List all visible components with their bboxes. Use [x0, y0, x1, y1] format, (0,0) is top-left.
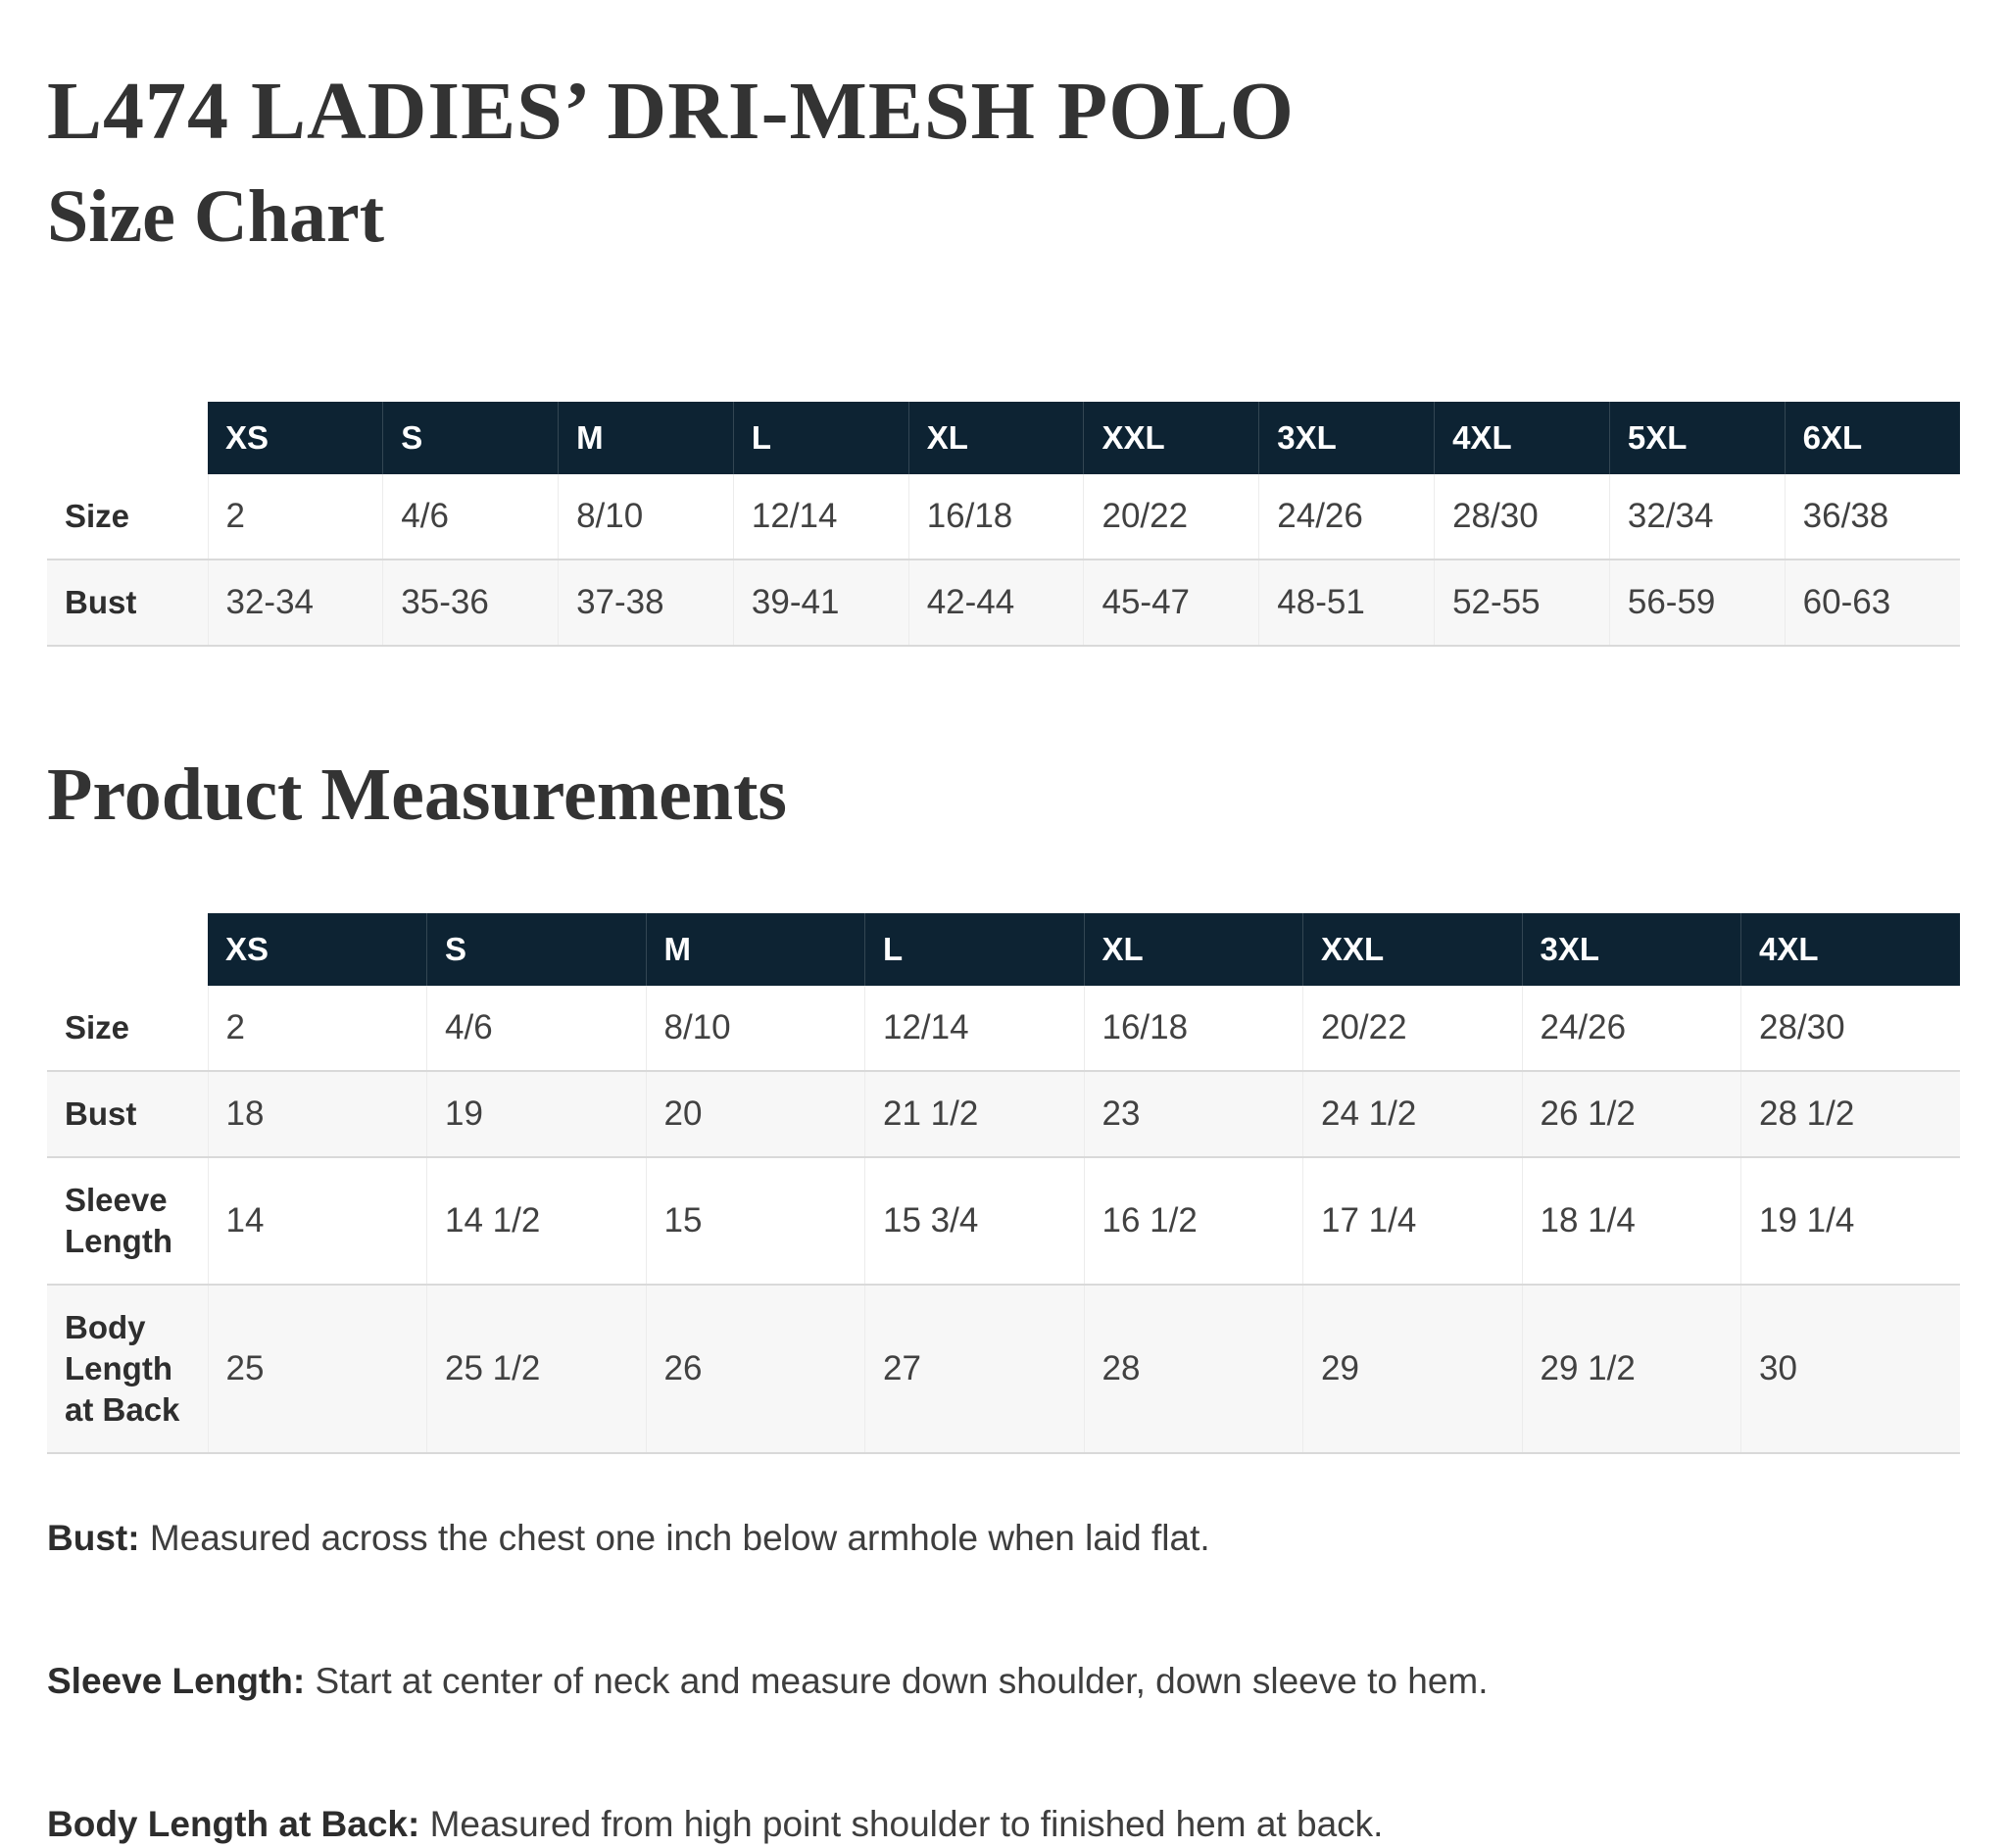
- product-measurements-table-cell: 15: [646, 1157, 865, 1285]
- size-chart-table-cell: 4/6: [383, 474, 559, 559]
- size-chart-table-row: [47, 559, 1960, 646]
- size-chart-table-cell: 42-44: [908, 559, 1084, 646]
- size-chart-table-cell: 12/14: [733, 474, 908, 559]
- size-chart-table-column-header: XS: [208, 402, 383, 474]
- size-chart-table-row-label: Size: [47, 474, 208, 559]
- product-measurements-table-row: [47, 1157, 1960, 1285]
- product-measurements-table-cell: 14 1/2: [427, 1157, 647, 1285]
- product-measurements-table-column-header: S: [427, 913, 647, 986]
- product-measurements-table-cell: 19: [427, 1071, 647, 1157]
- product-measurements-table-cell: 26 1/2: [1522, 1071, 1741, 1157]
- note-sleeve-length-definition: Start at center of neck and measure down shoulder, down sleeve to hem.: [315, 1660, 1489, 1701]
- size-chart-table-cell: 16/18: [908, 474, 1084, 559]
- product-measurements-table-column-header: 3XL: [1522, 913, 1741, 986]
- product-measurements-table-cell: 23: [1084, 1071, 1303, 1157]
- size-chart-table-column-header: 5XL: [1609, 402, 1785, 474]
- note-bust: [47, 1515, 1960, 1562]
- product-measurements-table-cell: 16 1/2: [1084, 1157, 1303, 1285]
- note-sleeve-length-term: Sleeve Length:: [47, 1660, 306, 1701]
- size-chart-table-cell: 28/30: [1435, 474, 1610, 559]
- size-chart-table-cell: 20/22: [1084, 474, 1259, 559]
- product-measurements-table-cell: 28: [1084, 1285, 1303, 1453]
- product-measurements-table-row-label: Sleeve Length: [47, 1157, 208, 1285]
- size-chart-table-row: [47, 474, 1960, 559]
- page-title: L474 LADIES’ DRI-MESH POLO: [47, 66, 1295, 157]
- product-measurements-table-cell: 29: [1303, 1285, 1523, 1453]
- product-measurements-table-row: [47, 1071, 1960, 1157]
- product-measurements-table-cell: 8/10: [646, 986, 865, 1071]
- size-chart-table-column-header: 3XL: [1259, 402, 1435, 474]
- product-measurements-table-cell: 18: [208, 1071, 427, 1157]
- note-bust-term: Bust:: [47, 1517, 140, 1558]
- product-measurements-table-cell: 25 1/2: [427, 1285, 647, 1453]
- note-body-length-at-back-term: Body Length at Back:: [47, 1803, 420, 1844]
- product-measurements-table-cell: 19 1/4: [1759, 1200, 1855, 1240]
- product-measurements-table-column-header: M: [646, 913, 865, 986]
- size-chart-table-column-header: M: [559, 402, 734, 474]
- product-measurements-header-row: [47, 913, 1960, 986]
- product-measurements-table-cell: 18 1/4: [1522, 1157, 1741, 1285]
- size-chart-table-cell: 56-59: [1609, 559, 1785, 646]
- size-chart-heading: Size Chart: [47, 175, 385, 258]
- product-measurements-table-column-header: L: [865, 913, 1085, 986]
- product-measurements-table-cell: 20/22: [1303, 986, 1523, 1071]
- product-measurements-table-row-label: Bust: [47, 1071, 208, 1157]
- size-chart-table-column-header: L: [733, 402, 908, 474]
- product-measurements-table-row-label: Size: [47, 986, 208, 1071]
- size-chart-table: [47, 402, 1960, 647]
- size-chart-table-cell: 35-36: [383, 559, 559, 646]
- product-measurements-table-cell: 20: [646, 1071, 865, 1157]
- product-measurements-table: [47, 913, 1960, 1454]
- size-chart-table-column-header: 4XL: [1435, 402, 1610, 474]
- product-measurements-table-cell: 30: [1759, 1348, 1797, 1387]
- size-chart-table-cell: 2: [208, 474, 383, 559]
- product-measurements-table-column-header: 4XL: [1741, 913, 1961, 986]
- product-measurements-heading: Product Measurements: [47, 753, 787, 836]
- product-measurements-table-cell: 28/30: [1759, 1007, 1845, 1046]
- product-measurements-table-column-header: XXL: [1303, 913, 1523, 986]
- size-chart-table-cell: 60-63: [1802, 582, 1891, 621]
- product-measurements-table-row: [47, 986, 1960, 1071]
- product-measurements-table-cell: 15 3/4: [865, 1157, 1085, 1285]
- product-measurements-table-cell: 4/6: [427, 986, 647, 1071]
- size-chart-table-cell: 36/38: [1802, 496, 1889, 535]
- product-measurements-table-cell: 28 1/2: [1759, 1094, 1855, 1133]
- size-chart-table-cell: 32/34: [1609, 474, 1785, 559]
- product-measurements-table-cell: 21 1/2: [865, 1071, 1085, 1157]
- note-sleeve-length: [47, 1658, 1960, 1705]
- product-measurements-table-column-header: XS: [208, 913, 427, 986]
- note-body-length-at-back-definition: Measured from high point shoulder to finished hem at back.: [429, 1803, 1384, 1844]
- product-measurements-table-cell: 25: [208, 1285, 427, 1453]
- product-measurements-table-cell: 24 1/2: [1303, 1071, 1523, 1157]
- note-bust-definition: Measured across the chest one inch below armhole when laid flat.: [149, 1517, 1210, 1558]
- product-measurements-table-cell: 26: [646, 1285, 865, 1453]
- size-chart-header-row: [47, 402, 1960, 474]
- size-chart-table-column-header: XXL: [1084, 402, 1259, 474]
- product-measurements-table-column-header: XL: [1084, 913, 1303, 986]
- size-chart-table-column-header: S: [383, 402, 559, 474]
- size-chart-table-cell: 39-41: [733, 559, 908, 646]
- size-chart-table-cell: 48-51: [1259, 559, 1435, 646]
- note-body-length-at-back: [47, 1801, 1960, 1848]
- product-measurements-table-cell: 24/26: [1522, 986, 1741, 1071]
- product-measurements-table-corner-cell: [47, 913, 208, 986]
- size-chart-table-corner-cell: [47, 402, 208, 474]
- product-measurements-table-cell: 17 1/4: [1303, 1157, 1523, 1285]
- size-chart-table-cell: 52-55: [1435, 559, 1610, 646]
- product-measurements-table-row-label: Body Length at Back: [47, 1285, 208, 1453]
- measurement-notes: [47, 1515, 1960, 1848]
- product-measurements-table-cell: 2: [208, 986, 427, 1071]
- size-chart-table-cell: 24/26: [1259, 474, 1435, 559]
- size-chart-table-column-header: XL: [908, 402, 1084, 474]
- size-chart-table-cell: 32-34: [208, 559, 383, 646]
- size-chart-table-cell: 37-38: [559, 559, 734, 646]
- size-chart-table-column-header: 6XL: [1785, 402, 1960, 474]
- product-measurements-table-cell: 12/14: [865, 986, 1085, 1071]
- product-measurements-table-cell: 29 1/2: [1522, 1285, 1741, 1453]
- size-chart-table-cell: 8/10: [559, 474, 734, 559]
- size-chart-table-cell: 45-47: [1084, 559, 1259, 646]
- product-measurements-table-row: [47, 1285, 1960, 1453]
- size-chart-table-row-label: Bust: [47, 559, 208, 646]
- product-measurements-table-cell: 14: [208, 1157, 427, 1285]
- product-measurements-table-cell: 16/18: [1084, 986, 1303, 1071]
- product-measurements-table-cell: 27: [865, 1285, 1085, 1453]
